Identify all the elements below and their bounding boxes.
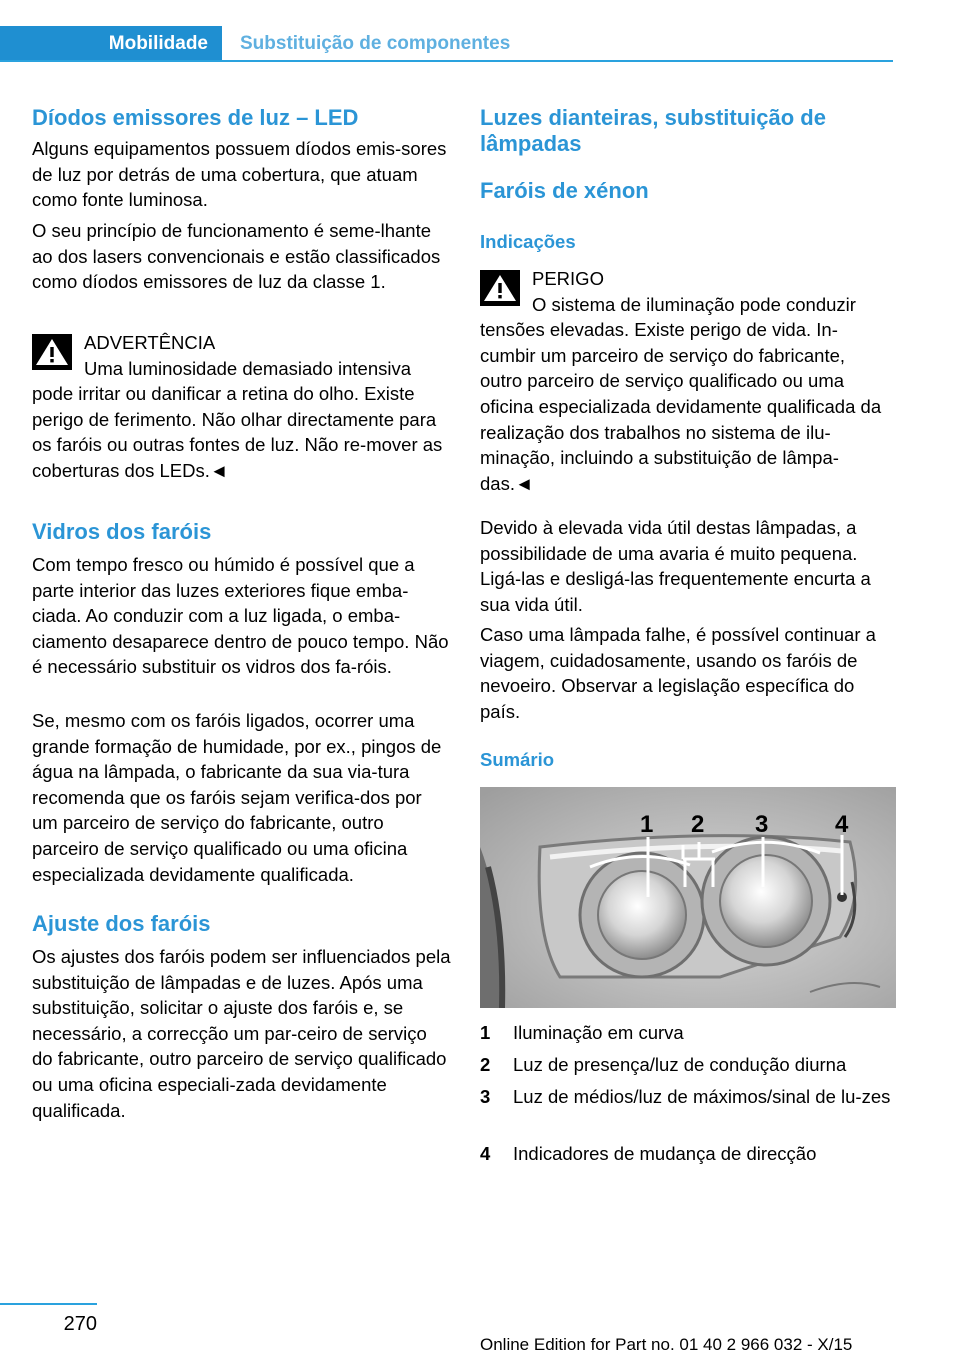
summary-heading: Sumário <box>480 749 555 770</box>
legend-number: 3 <box>480 1086 491 1107</box>
glass-paragraph-1: Com tempo fresco ou húmido é possível que a parte interior das luzes exteriores fique emba-ciada. Ao conduzir com a luz ligada, o emba-ciamento desaparece dentro de pouco tempo. Não é necessário substituir os vidros dos fa-róis. <box>32 554 449 678</box>
legend-item <box>480 1084 896 1136</box>
figure-label-3: 3 <box>755 811 769 838</box>
danger-title: PERIGO <box>532 268 604 289</box>
legend-text: Indicadores de mudança de direcção <box>513 1143 817 1164</box>
headlights-heading: Luzes dianteiras, substituição de lâmpadas <box>480 105 826 156</box>
danger-text: O sistema de iluminação pode conduzir tensões elevadas. Existe perigo de vida. In-cumbir um parceiro de serviço do fabricante, outro parceiro de serviço qualificado ou uma oficina especializada devidamente qualificada da realização dos trabalhos no sistema de ilu-minação, incluindo a substituição de lâmpa-das.◄ <box>480 293 882 494</box>
legend-item <box>480 1052 896 1078</box>
footer-rule <box>0 1303 97 1305</box>
lamp-failure-paragraph: Caso uma lâmpada falhe, é possível continuar a viagem, cuidadosamente, usando os faróis de nevoeiro. Observar a legislação específica do país. <box>480 624 876 722</box>
lamp-life-paragraph: Devido à elevada vida útil destas lâmpadas, a possibilidade de uma avaria é muito pequena. Ligá-las e desligá-las frequentemente encurta a sua vida útil. <box>480 517 871 615</box>
legend-text: Luz de presença/luz de condução diurna <box>513 1054 847 1075</box>
figure-label-1: 1 <box>640 811 654 838</box>
legend-text: Luz de médios/luz de máximos/sinal de lu-zes <box>513 1086 891 1107</box>
legend-item <box>480 1020 896 1046</box>
legend-text: Iluminação em curva <box>513 1022 684 1043</box>
glass-heading: Vidros dos faróis <box>32 519 212 544</box>
warning-text: Uma luminosidade demasiado intensiva pode irritar ou danificar a retina do olho. Existe perigo de ferimento. Não olhar directamente para os faróis ou outras fontes de luz. Não re-mover as coberturas dos LEDs.◄ <box>32 357 443 481</box>
figure-label-2: 2 <box>691 811 705 838</box>
legend-number: 4 <box>480 1143 491 1164</box>
header-chapter-title: Substituição de componentes <box>240 33 511 54</box>
adjust-paragraph: Os ajustes dos faróis podem ser influenciados pela substituição de lâmpadas e de luzes. Após uma substituição, solicitar o ajuste dos faróis e, se necessário, a correcção um par-ceiro de serviço do fabricante, outro parceiro de serviço qualificado ou uma oficina especiali-zada devidamente qualificada. <box>32 946 451 1121</box>
legend-item <box>480 1141 896 1167</box>
danger-box <box>480 266 896 501</box>
xenon-heading: Faróis de xénon <box>480 178 649 203</box>
figure-label-4: 4 <box>835 811 849 838</box>
led-paragraph-1: Alguns equipamentos possuem díodos emis-sores de luz por detrás de uma cobertura, que atuam como fonte luminosa. <box>32 138 447 211</box>
adjust-heading: Ajuste dos faróis <box>32 911 211 936</box>
notes-heading: Indicações <box>480 231 576 252</box>
page-number: 270 <box>63 1313 97 1335</box>
legend-number: 1 <box>480 1022 491 1043</box>
led-heading: Díodos emissores de luz – LED <box>32 105 359 130</box>
header-rule <box>0 60 893 62</box>
legend-number: 2 <box>480 1054 491 1075</box>
glass-paragraph-2: Se, mesmo com os faróis ligados, ocorrer uma grande formação de humidade, por ex., pingos de água na lâmpada, o fabricante da sua via-tura recomenda que os faróis sejam verifica-dos por um parceiro de serviço do fabricante, outro parceiro de serviço qualificado ou uma oficina especializada devidamente qualificada. <box>32 710 442 885</box>
header-section-tab: Mobilidade <box>0 26 222 62</box>
warning-box <box>32 330 452 490</box>
warning-title: ADVERTÊNCIA <box>84 332 216 353</box>
headlight-illustration <box>480 787 896 1008</box>
edition-note: Online Edition for Part no. 01 40 2 966 032 - X/15 <box>480 1335 853 1354</box>
led-paragraph-2: O seu princípio de funcionamento é seme-lhante ao dos lasers convencionais e estão classificados como díodos emissores de luz da classe 1. <box>32 220 441 293</box>
